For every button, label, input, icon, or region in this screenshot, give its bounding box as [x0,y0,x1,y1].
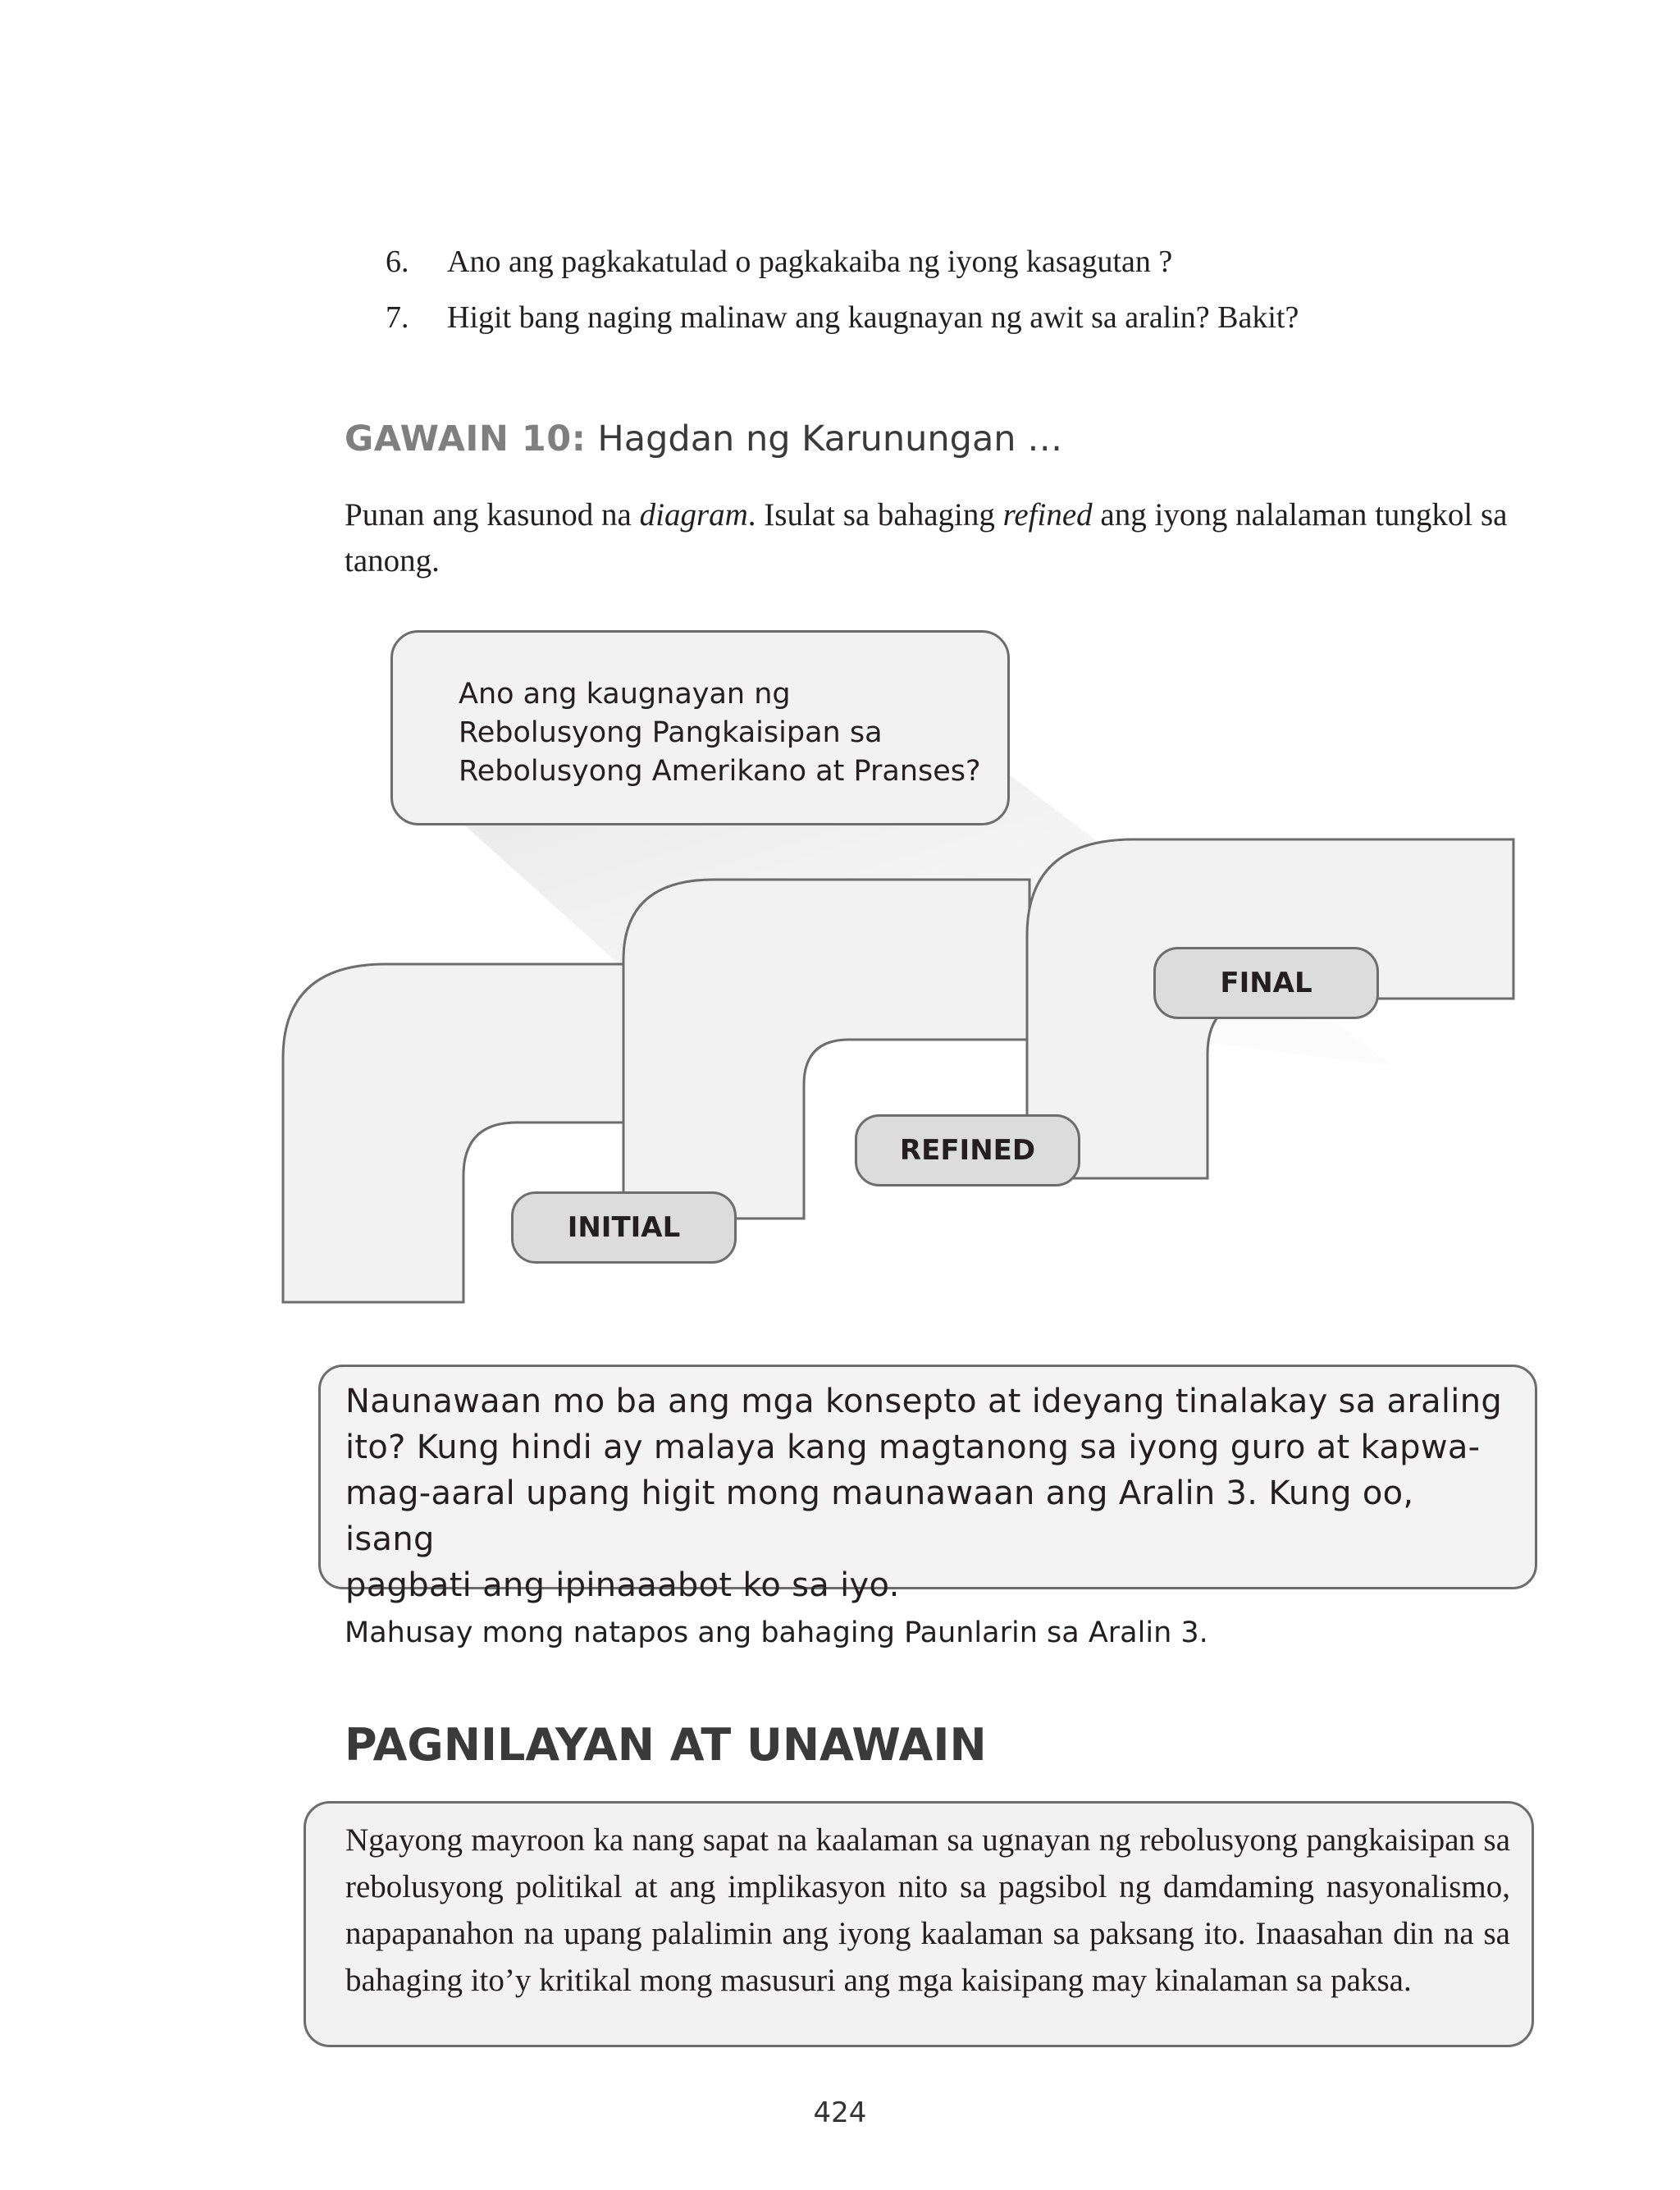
page-number: 424 [813,2096,867,2129]
question-number: 7. [386,300,409,335]
question-number: 6. [386,245,409,279]
intro-text: Ngayong mayroon ka nang sapat na kaalaman sa ugnayan ng rebolusyong pangkaisipan sa rebolusyong politikal at ang implikasyon nito sa pagsibol ng damdaming nasyonalismo, napapanahon na upang palalimin ang iyong kaalaman sa paksang ito. Inaasahan din na sa bahaging ito’y kritikal mong masusuri ang mga kaisipang may kinalaman sa paksa. [345,1822,1510,1998]
activity-label: GAWAIN 10: [345,418,587,459]
completion-text: Mahusay mong natapos ang bahaging Paunlarin sa Aralin 3. [345,1616,1208,1649]
instruction-text: Punan ang kasunod na [345,497,640,533]
diagram-question [459,675,984,791]
section-heading: PAGNILAYAN AT UNAWAIN [345,1719,987,1771]
reflection-note-box [318,1365,1537,1604]
instruction-text: . Isulat sa bahaging [747,497,1003,533]
activity-title: Hagdan ng Karunungan … [597,418,1063,459]
step-label-final: FINAL [1153,947,1379,1019]
note-line: ito? Kung hindi ay malaya kang magtanong sa iyong guro at kapwa- [345,1429,1481,1466]
intro-box [304,1801,1534,2047]
instruction-italic: refined [1002,497,1093,533]
question-line: Rebolusyong Amerikano at Pranses? [459,755,981,788]
instruction-text: ang iyong nalalaman tungkol sa tanong. [345,497,1508,578]
question-line: Rebolusyong Pangkaisipan sa [459,716,883,749]
step-label-initial: INITIAL [511,1191,737,1264]
note-text [345,1378,1510,1608]
step-label-refined: REFINED [855,1114,1080,1186]
question-text: Ano ang pagkakatulad o pagkakaiba ng iyong kasagutan ? [447,245,1173,279]
question-text: Higit bang naging malinaw ang kaugnayan ng awit sa aralin? Bakit? [447,300,1299,335]
note-line: Naunawaan mo ba ang mga konsepto at ideyang tinalakay sa araling [345,1383,1503,1420]
note-line: pagbati ang ipinaaabot ko sa iyo. [345,1566,900,1604]
question-line: Ano ang kaugnayan ng [459,678,791,711]
note-line: mag-aaral upang higit mong maunawaan ang Aralin 3. Kung oo, isang [345,1474,1414,1558]
diagram-question-box [390,630,1010,825]
instruction-italic: diagram [639,497,748,533]
